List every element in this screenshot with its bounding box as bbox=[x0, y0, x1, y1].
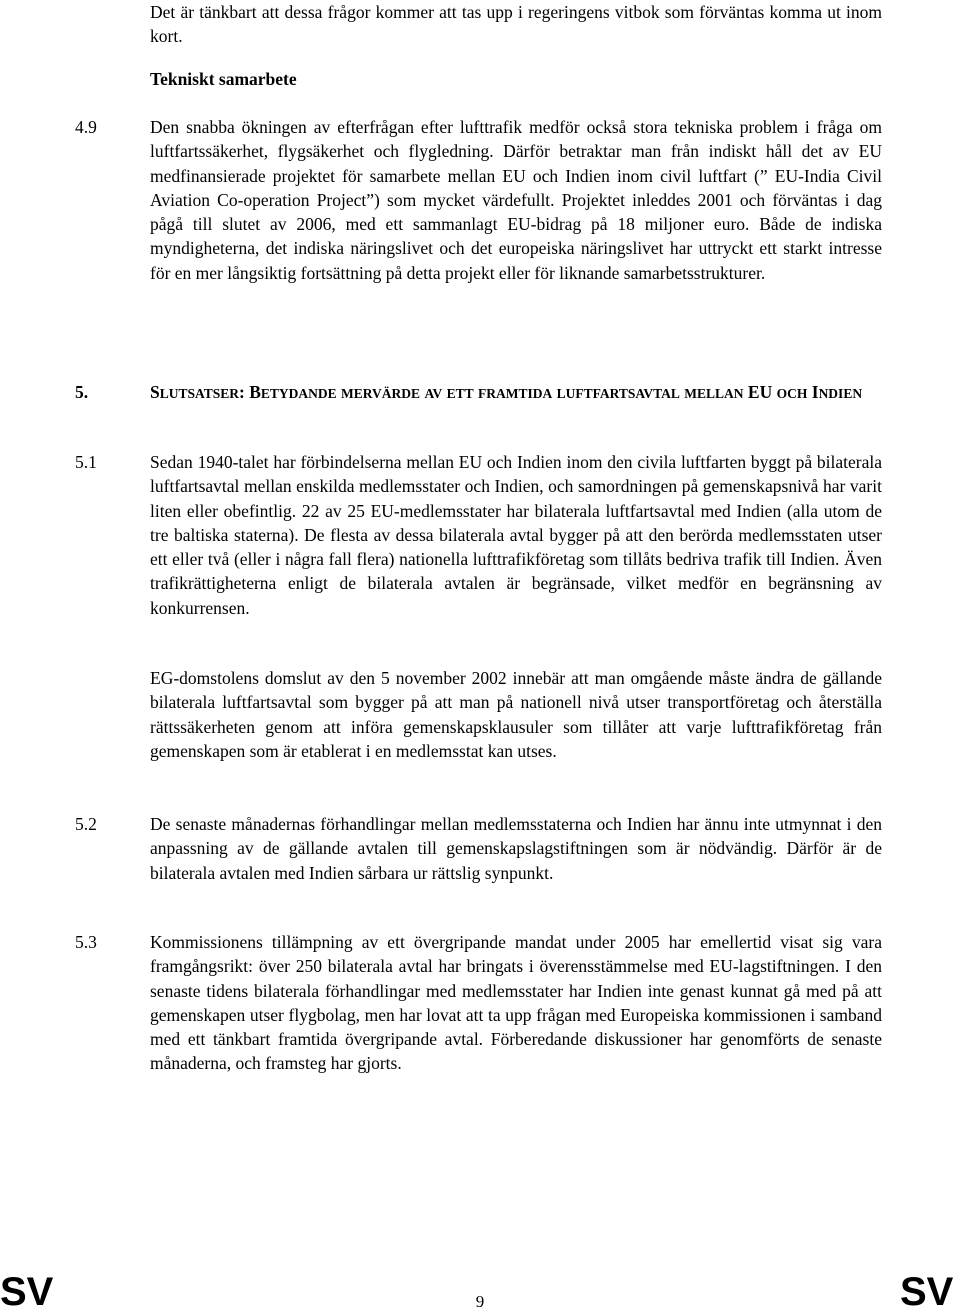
paragraph-number-4-9: 4.9 bbox=[75, 117, 97, 137]
paragraph-number-5-1: 5.1 bbox=[75, 452, 97, 472]
paragraph-5-1: Sedan 1940-talet har förbindelserna mellan EU och Indien inom den civila luftfarten byggt på bilaterala luftfartsavtal mellan enskilda medlemsstater och Indien, och samordningen på gemenskapsnivå har varit liten eller obefintlig. 22 av 25 EU-medlemsstater har bilaterala luftfartsavtal med Indien (alla utom de tre baltiska staterna). De flesta av dessa bilaterala avtal bygger på att den berörda medlemsstaten utser ett eller två (eller i några fall flera) nationella lufttrafikföretag som tillåts bedriva trafik till Indien. Även trafikrättigheterna enligt de bilaterala avtalen är begränsade, vilket medför en begränsning av konkurrensen. bbox=[150, 452, 882, 618]
paragraph-5-1-continued: EG-domstolens domslut av den 5 november 2002 innebär att man omgående måste ändra de gällande bilaterala luftfartsavtal som bygger på att man på nationell nivå utser transportföretag och återställa rättssäkerheten genom att införa gemenskapsklausuler som tillåter att varje lufttrafikföretag från gemenskapen som är etablerat i en medlemsstat kan utses. bbox=[150, 668, 882, 761]
subheading-technical-cooperation: Tekniskt samarbete bbox=[150, 69, 297, 89]
intro-paragraph: Det är tänkbart att dessa frågor kommer att tas upp i regeringens vitbok som förväntas komma ut inom kort. bbox=[150, 2, 882, 47]
footer-language-code-left: SV bbox=[0, 1270, 54, 1314]
paragraph-4-9: Den snabba ökningen av efterfrågan efter lufttrafik medför också stora tekniska problem i fråga om luftfartssäkerhet, flygsäkerhet och flygledning. Därför betraktar man från indiskt håll det av EU medfinansierade projektet för samarbete mellan EU och Indien inom civil luftfart (” EU-India Civil Aviation Co-operation Project”) som mycket värdefullt. Projektet inleddes 2001 och förväntas i dag pågå till slutet av 2006, med ett sammanlagt EU-bidrag på 18 miljoner euro. Både de indiska myndigheterna, det indiska näringslivet och det europeiska näringslivet har uttryckt ett starkt intresse för en mer långsiktig fortsättning på detta projekt eller för liknande samarbetsstrukturer. bbox=[150, 117, 882, 283]
paragraph-5-2: De senaste månadernas förhandlingar mellan medlemsstaterna och Indien har ännu inte utmynnat i den anpassning av de gällande avtalen till gemenskapslagstiftningen som är nödvändig. Därför är de bilaterala avtalen med Indien sårbara ur rättslig synpunkt. bbox=[150, 814, 882, 883]
footer-language-code-right: SV bbox=[900, 1270, 954, 1314]
paragraph-5-3: Kommissionens tillämpning av ett övergripande mandat under 2005 har emellertid visat sig vara framgångsrikt: över 250 bilaterala avtal har bringats i överensstämmelse med EU-lagstiftningen. I den senaste tidens bilaterala förhandlingar med medlemsstater har Indien inte genast kunnat gå med på att gemenskapen utser flygbolag, men har lovat att ta upp frågan med Europeiska kommissionen i samband med ett tänkbart framtida övergripande avtal. Förberedande diskussioner har genomförts de senaste månaderna, och framsteg har gjorts. bbox=[150, 932, 882, 1074]
section-5-title: SLUTSATSER: BETYDANDE MERVÄRDE AV ETT FRAMTIDA LUFTFARTSAVTAL MELLAN EU OCH INDIEN bbox=[150, 382, 863, 402]
paragraph-number-5-3: 5.3 bbox=[75, 932, 97, 952]
section-number-5: 5. bbox=[75, 382, 89, 402]
paragraph-number-5-2: 5.2 bbox=[75, 814, 97, 834]
page-number: 9 bbox=[475, 1292, 485, 1311]
